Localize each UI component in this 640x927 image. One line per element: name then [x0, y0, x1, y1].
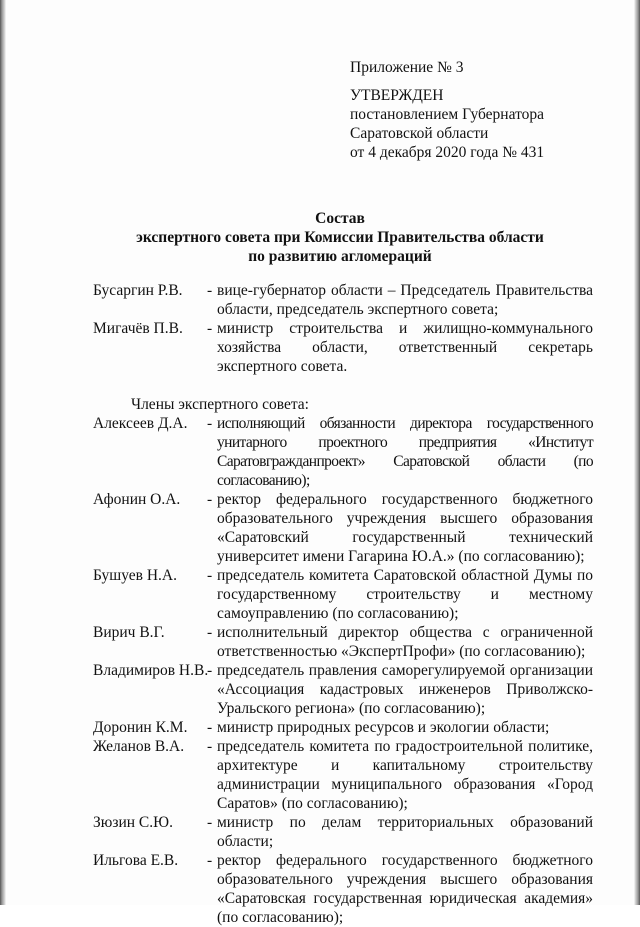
member-name: Мигачёв П.В.	[93, 320, 183, 337]
member-name: Владимиров Н.В.	[93, 662, 209, 679]
approved-title: УТВЕРЖДЕН	[350, 87, 444, 104]
members-list	[93, 281, 593, 927]
member-dash: -	[207, 738, 213, 755]
member-dash: -	[207, 567, 213, 584]
document-title	[100, 209, 580, 266]
leader-row	[93, 319, 593, 376]
members-label: Члены экспертного совета:	[131, 396, 309, 413]
member-row	[93, 623, 593, 661]
appendix-label: Приложение № 3	[350, 59, 464, 76]
member-role: вице-губернатор области – Председатель Правительства области, председатель экспертного совета;	[217, 282, 593, 318]
member-role: министр по делам территориальных образований области;	[217, 814, 593, 850]
member-role: председатель комитета Саратовской областной Думы по государственному строительству и местному самоуправлению (по согласованию);	[217, 567, 593, 622]
member-role: исполняющий обязанности директора государственного унитарного проектного предприятия «Институт Саратовгражданпроект» Саратовской области (по согласованию);	[217, 415, 593, 489]
member-name: Бусаргин Р.В.	[93, 282, 183, 299]
member-name: Афонин О.А.	[93, 491, 181, 508]
member-name: Доронин К.М.	[93, 719, 188, 736]
member-name: Бушуев Н.А.	[93, 567, 177, 584]
member-role: ректор федерального государственного бюджетного образовательного учреждения высшего образования «Саратовский государственный технический университет имени Гагарина Ю.А.» (по согласованию);	[217, 491, 593, 565]
member-name: Алексеев Д.А.	[93, 415, 188, 432]
member-dash: -	[207, 282, 213, 299]
title-line: экспертного совета при Комиссии Правительства области	[136, 229, 544, 246]
member-row	[93, 851, 593, 927]
member-role: председатель правления саморегулируемой организации «Ассоциация кадастровых инженеров Приволжско-Уральского региона» (по согласованию);	[217, 662, 593, 717]
member-dash: -	[207, 491, 213, 508]
member-row	[93, 718, 593, 737]
approved-line: постановлением Губернатора	[350, 106, 545, 123]
member-role: министр строительства и жилищно-коммунального хозяйства области, ответственный секретарь экспертного совета.	[217, 320, 593, 375]
member-row	[93, 414, 593, 490]
member-name: Ильгова Е.В.	[93, 852, 179, 869]
member-row	[93, 737, 593, 813]
member-role: председатель комитета по градостроительной политике, архитектуре и капитальному строительству администрации муниципального образования «Город Саратов» (по согласованию);	[217, 738, 593, 812]
member-role: министр природных ресурсов и экологии области;	[217, 719, 550, 736]
leader-row	[93, 281, 593, 319]
member-dash: -	[207, 852, 213, 869]
member-dash: -	[207, 320, 213, 337]
member-dash: -	[207, 814, 213, 831]
member-row	[93, 661, 593, 718]
member-row	[93, 566, 593, 623]
member-row	[93, 490, 593, 566]
member-dash: -	[207, 415, 213, 432]
member-dash: -	[207, 662, 213, 679]
scan-edge-right	[634, 0, 640, 905]
member-dash: -	[207, 719, 213, 736]
approval-block	[350, 86, 544, 162]
member-role: ректор федерального государственного бюджетного образовательного учреждения высшего образования «Саратовская государственная юридическая академия» (по согласованию);	[217, 852, 593, 926]
scan-edge-left	[0, 0, 6, 905]
approved-line: Саратовской области	[350, 125, 489, 142]
member-name: Вирич В.Г.	[93, 624, 165, 641]
title-line: Состав	[315, 210, 365, 227]
approved-line: от 4 декабря 2020 года № 431	[350, 144, 545, 161]
member-row	[93, 813, 593, 851]
title-line: по развитию агломераций	[248, 248, 432, 265]
member-dash: -	[207, 624, 213, 641]
member-name: Зюзин С.Ю.	[93, 814, 173, 831]
member-name: Желанов В.А.	[93, 738, 185, 755]
member-role: исполнительный директор общества с ограниченной ответственностью «ЭкспертПрофи» (по согласованию);	[217, 624, 593, 660]
